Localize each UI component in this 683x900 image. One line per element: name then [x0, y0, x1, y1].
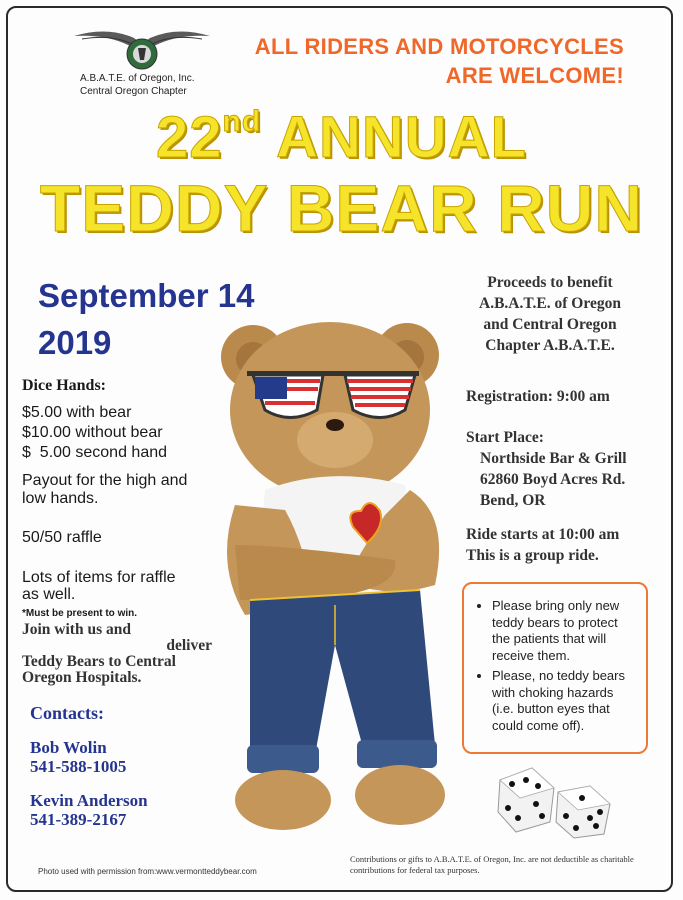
join-line-2: deliver — [166, 637, 212, 654]
title-number: 22 — [156, 105, 223, 170]
dice-image — [492, 760, 622, 840]
welcome-banner — [226, 32, 624, 90]
contacts-heading: Contacts: — [30, 703, 104, 723]
start-address: 62860 Boyd Acres Rd. — [480, 471, 626, 488]
contact-2-name: Kevin Anderson — [30, 791, 148, 810]
title-ordinal: nd — [222, 105, 262, 138]
price-second-hand: $ 5.00 second hand — [22, 444, 168, 461]
registration-time: Registration: 9:00 am — [466, 388, 610, 405]
notice-item-new-bears: • Please bring only new teddy bears to protect the patients that will receive them. — [492, 598, 636, 664]
join-line-3: Teddy Bears to Central — [22, 653, 176, 670]
proceeds-line-2: A.B.A.T.E. of Oregon — [479, 295, 621, 312]
welcome-line-2: ARE WELCOME! — [445, 63, 624, 88]
proceeds-line-1: Proceeds to benefit — [487, 274, 613, 291]
items-line-1: Lots of items for raffle — [22, 569, 176, 586]
join-line-1: Join with us and — [22, 621, 131, 638]
group-ride-note: This is a group ride. — [466, 547, 599, 564]
raffle-items — [22, 569, 176, 603]
welcome-line-1: ALL RIDERS AND MOTORCYCLES — [254, 34, 624, 59]
date-line-1: September 14 — [38, 277, 255, 314]
proceeds-line-4: Chapter A.B.A.T.E. — [485, 337, 615, 354]
contact-1-phone: 541-588-1005 — [30, 757, 127, 776]
must-be-present: *Must be present to win. — [22, 608, 138, 619]
org-line-2: Central Oregon Chapter — [80, 86, 187, 97]
start-venue: Northside Bar & Grill — [480, 450, 627, 467]
price-with-bear: $5.00 with bear — [22, 404, 132, 421]
contact-2-phone: 541-389-2167 — [30, 810, 127, 829]
photo-credit: Photo used with permission from:www.vermontteddybear.com — [38, 867, 257, 876]
proceeds-text — [460, 272, 640, 356]
title-line-1 — [0, 104, 683, 171]
contact-kevin — [30, 791, 148, 829]
notice-list — [478, 598, 636, 734]
org-line-1: A.B.A.T.E. of Oregon, Inc. — [80, 73, 195, 84]
start-city: Bend, OR — [480, 492, 546, 509]
contact-bob — [30, 738, 126, 776]
items-line-2: as well. — [22, 586, 76, 603]
eagle-logo — [72, 22, 212, 72]
start-place — [466, 427, 627, 511]
org-name — [80, 72, 195, 98]
teddy-bear-image — [195, 315, 465, 850]
title-line-2: TEDDY BEAR RUN — [39, 171, 644, 245]
date-line-2: 2019 — [38, 324, 112, 361]
payout-text — [22, 472, 187, 508]
proceeds-line-3: and Central Oregon — [483, 316, 617, 333]
notice-box — [462, 582, 648, 754]
ride-start-time: Ride starts at 10:00 am — [466, 526, 620, 543]
payout-line-1: Payout for the high and — [22, 472, 188, 489]
payout-line-2: low hands. — [22, 490, 99, 507]
notice-item-choking-hazards: • Please, no teddy bears with choking hazards (i.e. button eyes that could come off). — [492, 668, 636, 734]
raffle-text: 50/50 raffle — [22, 529, 102, 546]
join-line-4: Oregon Hospitals. — [22, 669, 142, 686]
price-without-bear: $10.00 without bear — [22, 424, 163, 441]
contact-1-name: Bob Wolin — [30, 738, 107, 757]
tax-disclaimer: Contributions or gifts to A.B.A.T.E. of Oregon, Inc. are not deductible as charitable contributions for federal tax purposes. — [350, 854, 634, 875]
start-heading: Start Place: — [466, 429, 544, 446]
join-text — [22, 622, 212, 686]
dice-heading: Dice Hands: — [22, 377, 106, 394]
price-list — [22, 403, 167, 463]
ride-info — [466, 524, 619, 566]
title-annual: ANNUAL — [276, 105, 527, 170]
